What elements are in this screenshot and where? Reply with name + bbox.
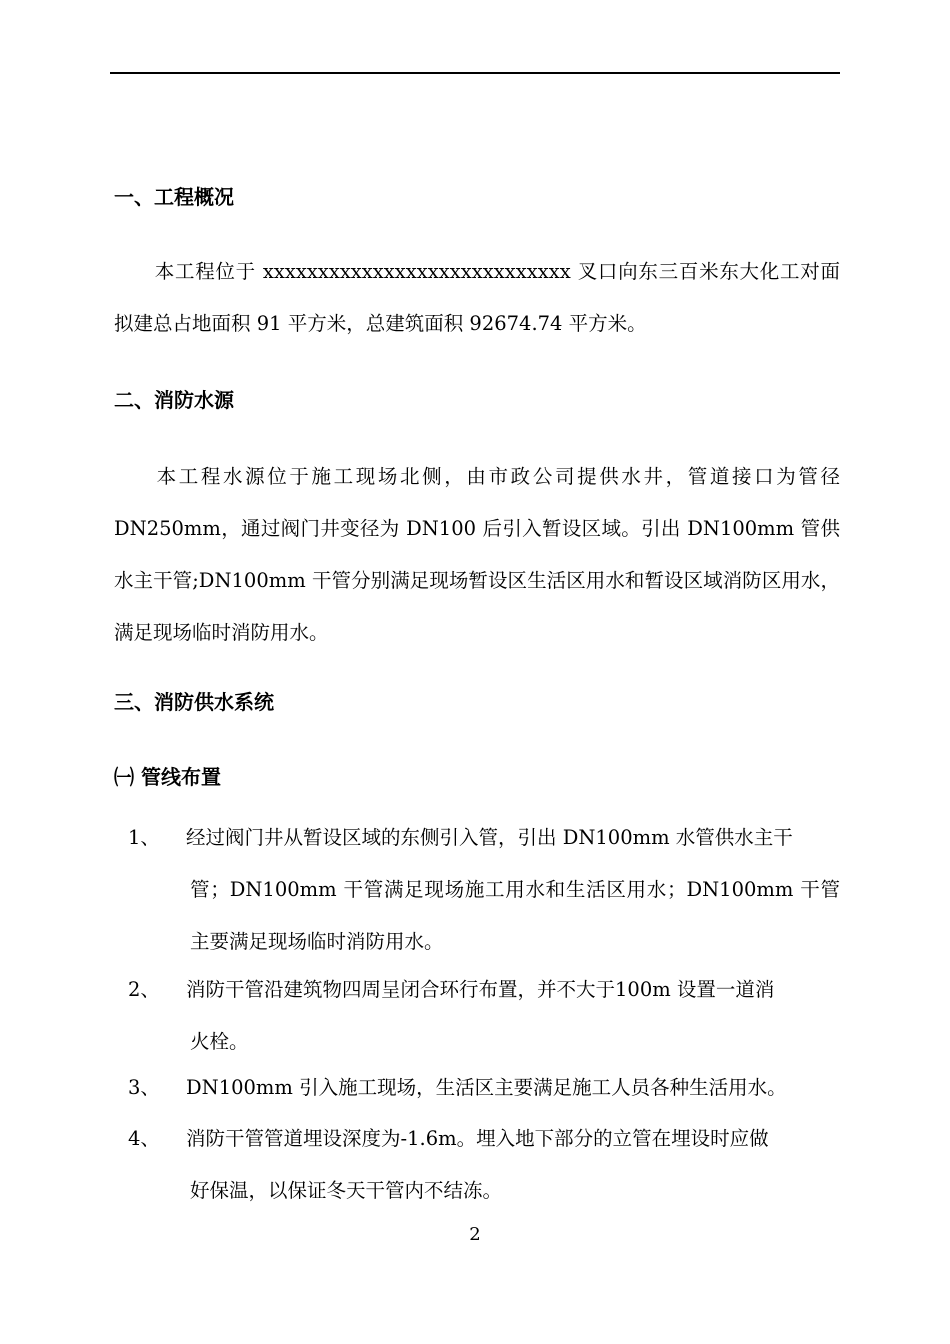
list-number: 4、 [128, 1127, 160, 1150]
list-number: 3、 [128, 1076, 160, 1099]
header-rule [110, 72, 840, 74]
list-item-continuation: 好保温，以保证冬天干管内不结冻。 [190, 1179, 503, 1202]
list-item-text: 消防干管沿建筑物四周呈闭合环行布置，并不大于100m 设置一道消 [186, 978, 775, 1001]
list-item-text: 经过阀门井从暂设区域的东侧引入管，引出 DN100mm 水管供水主干 [186, 826, 793, 849]
list-item-3 [114, 1062, 840, 1114]
paragraph-water-source-text: 本工程水源位于施工现场北侧，由市政公司提供水井，管道接口为管径 DN250mm，通过阀门井变径为 DN100 后引入暂设区域。引出 DN100mm 管供水主干管;DN100mm 干管分别满足现场暂设区生活区用水和暂设区域消防区用水，满足现场临时消防用水。 [114, 465, 840, 644]
section-heading-overview: 一、工程概况 [114, 185, 234, 209]
section-heading-water-source: 二、消防水源 [114, 388, 234, 412]
paragraph-water-source [114, 451, 840, 659]
list-item-text: 消防干管管道埋设深度为-1.6m。埋入地下部分的立管在埋设时应做 [186, 1127, 769, 1150]
section-heading-supply-system: 三、消防供水系统 [114, 690, 274, 714]
paragraph-overview [114, 246, 840, 350]
list-number: 1、 [128, 826, 160, 849]
list-item-4 [114, 1113, 840, 1217]
paragraph-overview-text: 本工程位于 xxxxxxxxxxxxxxxxxxxxxxxxxxxx 叉口向东三百米东大化工对面拟建总占地面积 91 平方米，总建筑面积 92674.74 平方米。 [114, 260, 840, 335]
list-item-continuation: 管；DN100mm 干管满足现场施工用水和生活区用水；DN100mm 干管主要满足现场临时消防用水。 [190, 878, 840, 953]
subsection-heading-pipeline: ㈠ 管线布置 [114, 765, 221, 789]
list-item-continuation: 火栓。 [190, 1030, 249, 1053]
page-number: 2 [469, 1224, 481, 1245]
list-item-2 [114, 964, 840, 1068]
list-number: 2、 [128, 978, 160, 1001]
list-item-text: DN100mm 引入施工现场，生活区主要满足施工人员各种生活用水。 [186, 1076, 787, 1099]
list-item-1 [114, 812, 840, 968]
